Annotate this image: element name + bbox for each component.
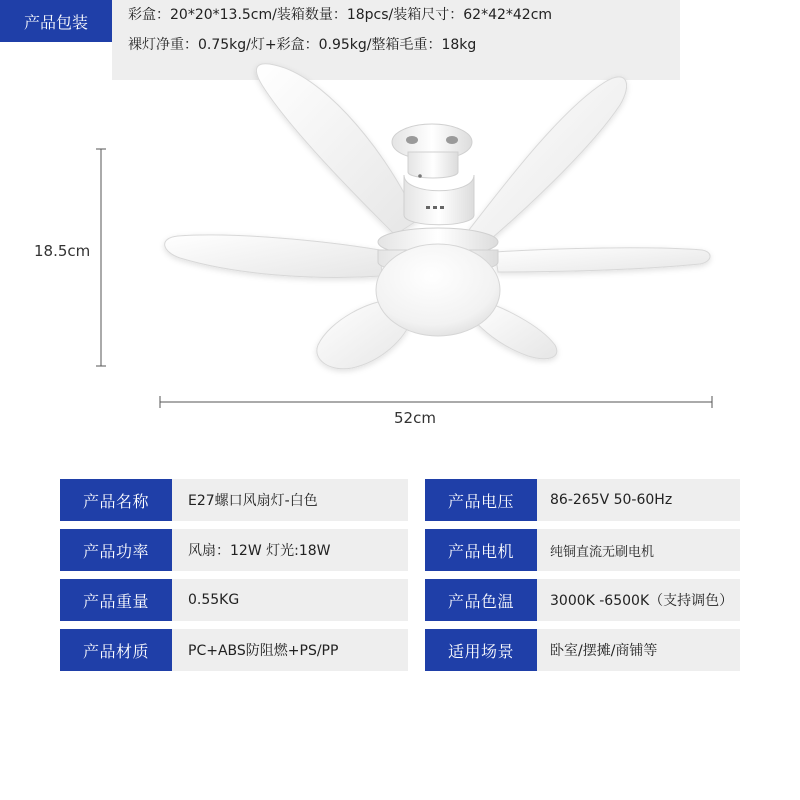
spec-key: 产品电压 <box>425 479 537 521</box>
spec-row-color-temp <box>425 579 740 621</box>
spec-value: 纯铜直流无刷电机 <box>537 529 740 571</box>
spec-value: E27螺口风扇灯-白色 <box>172 479 408 521</box>
spec-row-material <box>60 629 408 671</box>
spec-key: 产品材质 <box>60 629 172 671</box>
fan-mount <box>392 124 474 225</box>
spec-value: 0.55KG <box>172 579 408 621</box>
spec-row-motor <box>425 529 740 571</box>
fan-blade <box>465 77 627 250</box>
height-dimension-label: 18.5cm <box>34 242 91 260</box>
fan-lamp <box>376 228 500 336</box>
spec-key: 产品包装 <box>0 0 112 42</box>
packing-line-1: 彩盒：20*20*13.5cm/装箱数量：18pcs/装箱尺寸：62*42*42cm <box>128 7 553 23</box>
spec-key: 产品重量 <box>60 579 172 621</box>
spec-row-weight <box>60 579 408 621</box>
spec-row-voltage <box>425 479 740 521</box>
fan-blade <box>256 64 418 235</box>
spec-key: 产品功率 <box>60 529 172 571</box>
spec-row-product-name <box>60 479 408 521</box>
spec-row-power <box>60 529 408 571</box>
packing-line-2: 裸灯净重：0.75kg/灯+彩盒：0.95kg/整箱毛重：18kg <box>128 37 477 53</box>
width-dimension-label: 52cm <box>394 409 436 427</box>
height-dimension-line <box>96 149 106 366</box>
spec-value: 3000K -6500K（支持调色） <box>537 579 740 621</box>
spec-value: 卧室/摆摊/商铺等 <box>537 629 740 671</box>
fan-blade <box>495 248 710 272</box>
spec-key: 产品电机 <box>425 529 537 571</box>
spec-key: 产品色温 <box>425 579 537 621</box>
spec-key: 适用场景 <box>425 629 537 671</box>
spec-value: PC+ABS防阻燃+PS/PP <box>172 629 408 671</box>
spec-value: 86-265V 50-60Hz <box>537 479 740 521</box>
width-dimension-line <box>160 396 712 408</box>
spec-value: 风扇：12W 灯光:18W <box>172 529 408 571</box>
spec-row-scenes <box>425 629 740 671</box>
spec-key: 产品名称 <box>60 479 172 521</box>
fan-blade <box>165 235 382 277</box>
